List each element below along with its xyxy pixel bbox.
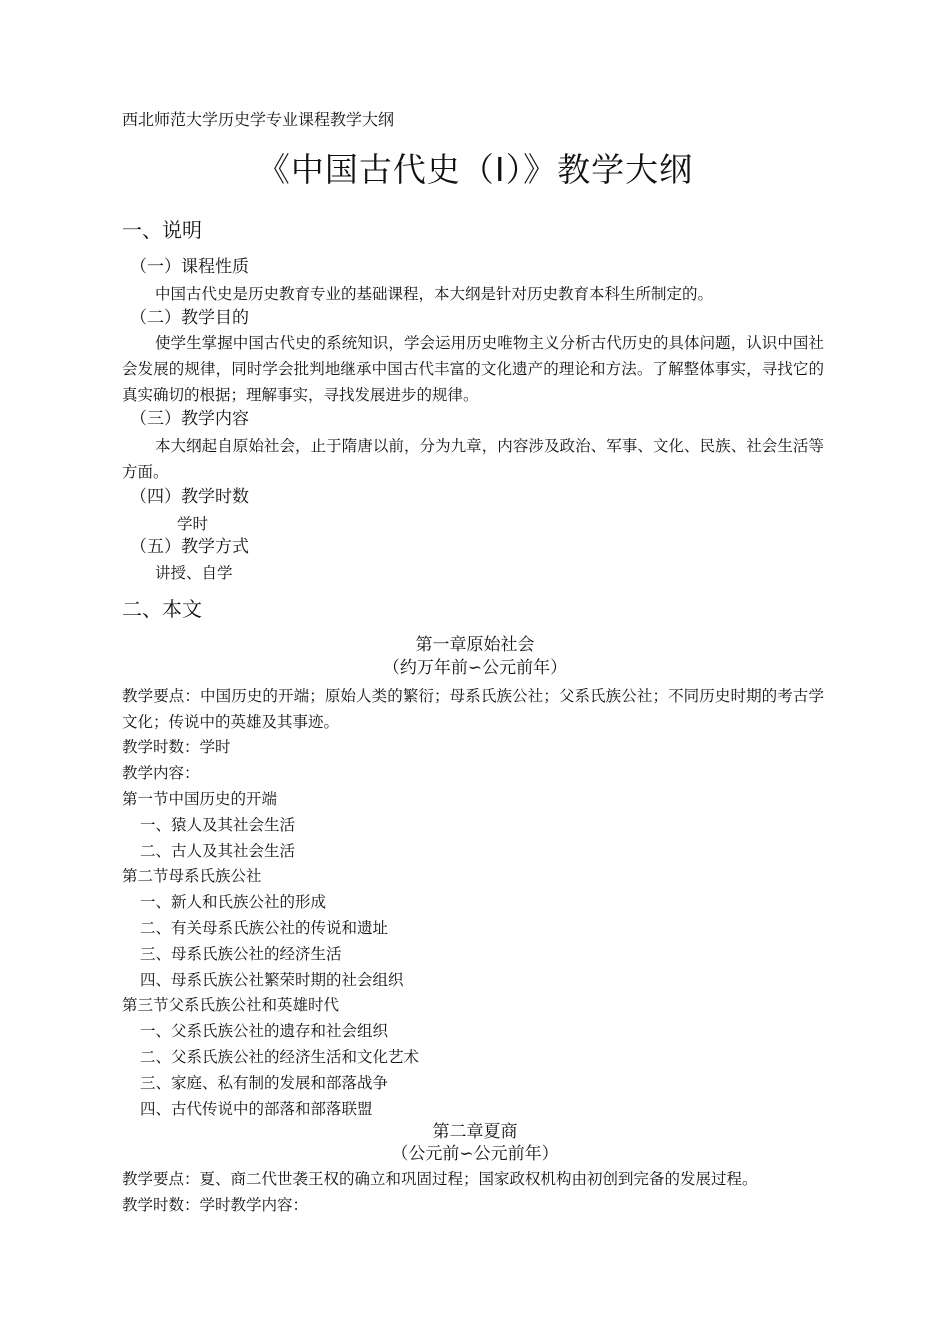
chapter1-section1-title: 第一节中国历史的开端 <box>122 790 278 808</box>
document-title: 《中国古代史（I）》教学大纲 <box>256 150 694 189</box>
chapter2-hours-content: 教学时数：学时教学内容： <box>122 1196 309 1214</box>
list-item: 二、古人及其社会生活 <box>140 842 296 860</box>
list-item: 四、母系氏族公社繁荣时期的社会组织 <box>140 971 404 989</box>
text-teaching-hours: 学时 <box>177 515 209 533</box>
chapter1-period: （约万年前∽公元前年） <box>382 658 568 678</box>
list-item: 一、猿人及其社会生活 <box>140 816 296 834</box>
list-item: 二、有关母系氏族公社的传说和遗址 <box>140 919 389 937</box>
chapter1-section2-title: 第二节母系氏族公社 <box>122 867 262 885</box>
list-item: 一、父系氏族公社的遗存和社会组织 <box>140 1022 389 1040</box>
subheading-teaching-purpose: （二）教学目的 <box>130 308 249 328</box>
list-item: 二、父系氏族公社的经济生活和文化艺术 <box>140 1048 420 1066</box>
chapter1-content-label: 教学内容： <box>122 764 200 782</box>
subheading-teaching-method: （五）教学方式 <box>130 537 249 557</box>
paragraph-teaching-purpose: 使学生掌握中国古代史的系统知识，学会运用历史唯物主义分析古代历史的具体问题，认识中国社会发展的规律，同时学会批判地继承中国古代丰富的文化遗产的理论和方法。了解整体事实，寻找它的真实确切的根据；理解事实，寻找发展进步的规律。 <box>122 334 824 404</box>
subheading-teaching-hours: （四）教学时数 <box>130 487 249 507</box>
chapter2-title: 第二章夏商 <box>432 1122 518 1142</box>
subheading-course-nature: （一）课程性质 <box>130 257 249 277</box>
chapter1-key-points: 教学要点：中国历史的开端；原始人类的繁衍；母系氏族公社；父系氏族公社；不同历史时期的考古学文化；传说中的英雄及其事迹。 <box>122 687 824 731</box>
list-item: 四、古代传说中的部落和部落联盟 <box>140 1100 373 1118</box>
section-heading-main-text: 二、本文 <box>122 597 202 621</box>
chapter1-title: 第一章原始社会 <box>415 635 535 655</box>
list-item: 三、母系氏族公社的经济生活 <box>140 945 342 963</box>
paragraph-teaching-content: 本大纲起自原始社会，止于隋唐以前，分为九章，内容涉及政治、军事、文化、民族、社会生活等方面。 <box>122 437 824 481</box>
list-item: 三、家庭、私有制的发展和部落战争 <box>140 1074 389 1092</box>
chapter2-key-points: 教学要点：夏、商二代世袭王权的确立和巩固过程；国家政权机构由初创到完备的发展过程。 <box>122 1170 758 1188</box>
chapter2-period: （公元前∽公元前年） <box>391 1144 559 1164</box>
chapter1-section3-title: 第三节父系氏族公社和英雄时代 <box>122 996 340 1014</box>
text-teaching-method: 讲授、自学 <box>155 564 233 582</box>
subheading-teaching-content: （三）教学内容 <box>130 409 249 429</box>
chapter1-hours: 教学时数：学时 <box>122 738 231 756</box>
section-heading-explanation: 一、说明 <box>122 218 202 242</box>
document-header: 西北师范大学历史学专业课程教学大纲 <box>122 110 395 129</box>
list-item: 一、新人和氏族公社的形成 <box>140 893 327 911</box>
paragraph-course-nature: 中国古代史是历史教育专业的基础课程，本大纲是针对历史教育本科生所制定的。 <box>155 285 714 303</box>
